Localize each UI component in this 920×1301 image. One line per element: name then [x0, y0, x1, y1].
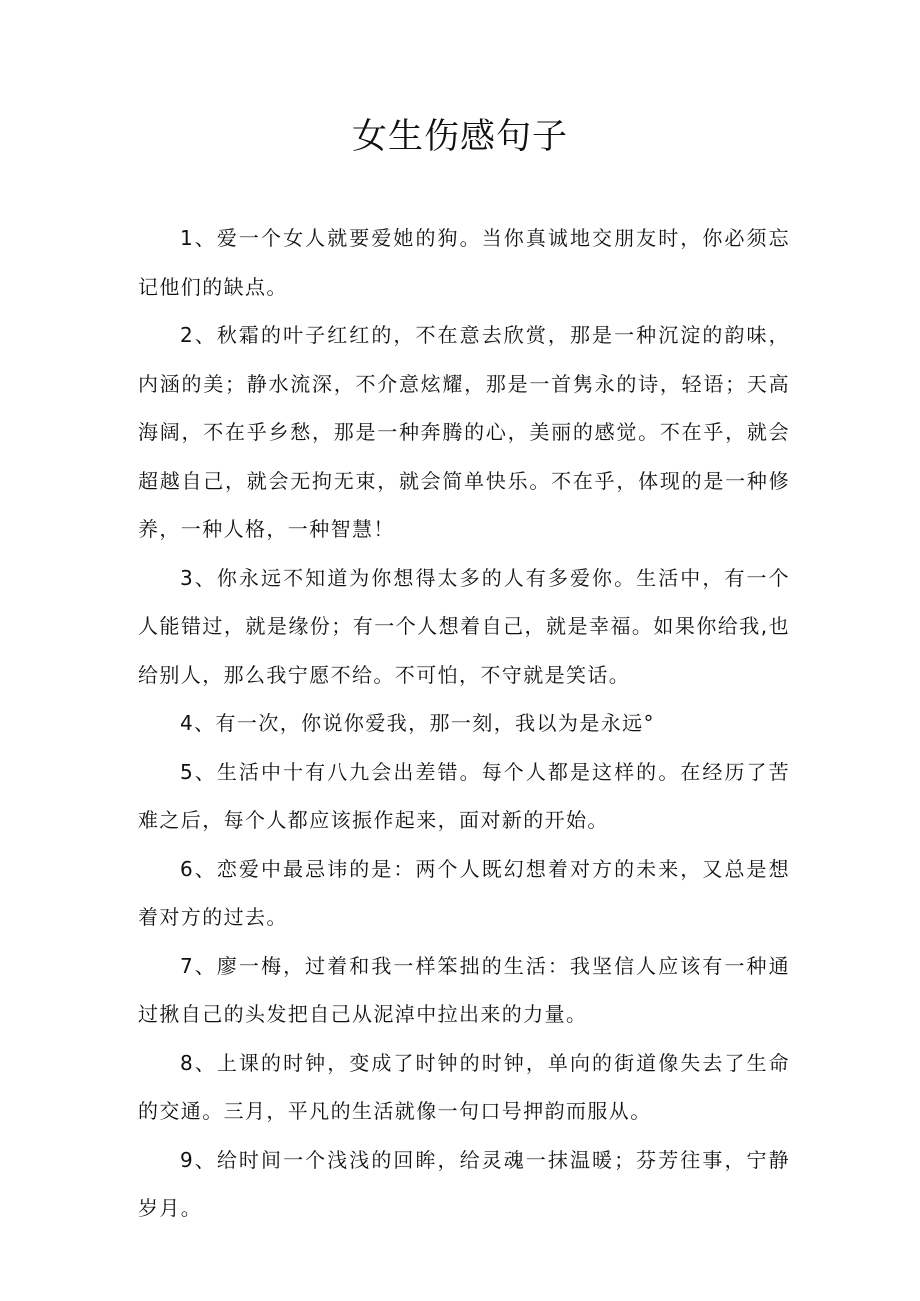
paragraph-7: 7、廖一梅，过着和我一样笨拙的生活：我坚信人应该有一种通过揪自己的头发把自己从泥淖中拉出来的力量。	[138, 953, 790, 1026]
document-title: 女生伤感句子	[351, 117, 568, 157]
paragraph-6: 6、恋爱中最忌讳的是：两个人既幻想着对方的未来，又总是想着对方的过去。	[138, 856, 790, 929]
paragraph-8: 8、上课的时钟，变成了时钟的时钟，单向的街道像失去了生命的交通。三月，平凡的生活就像一句口号押韵而服从。	[138, 1050, 790, 1123]
paragraph-5: 5、生活中十有八九会出差错。每个人都是这样的。在经历了苦难之后，每个人都应该振作起来，面对新的开始。	[138, 759, 790, 832]
paragraph-4: 4、有一次，你说你爱我，那一刻，我以为是永远°	[180, 711, 655, 735]
paragraph-9: 9、给时间一个浅浅的回眸，给灵魂一抹温暖；芬芳往事，宁静岁月。	[138, 1147, 790, 1220]
paragraph-2: 2、秋霜的叶子红红的，不在意去欣赏，那是一种沉淀的韵味，内涵的美；静水流深，不介意炫耀，那是一首隽永的诗，轻语；天高海阔，不在乎乡愁，那是一种奔腾的心，美丽的感觉。不在乎，就会超越自己，就会无拘无束，就会简单快乐。不在乎，体现的是一种修养，一种人格，一种智慧！	[138, 323, 790, 541]
paragraph-1: 1、爱一个女人就要爱她的狗。当你真诚地交朋友时，你必须忘记他们的缺点。	[138, 226, 790, 299]
document-body	[138, 214, 790, 1233]
paragraph-3: 3、你永远不知道为你想得太多的人有多爱你。生活中，有一个人能错过，就是缘份；有一个人想着自己，就是幸福。如果你给我,也给别人，那么我宁愿不给。不可怕，不守就是笑话。	[138, 565, 790, 687]
